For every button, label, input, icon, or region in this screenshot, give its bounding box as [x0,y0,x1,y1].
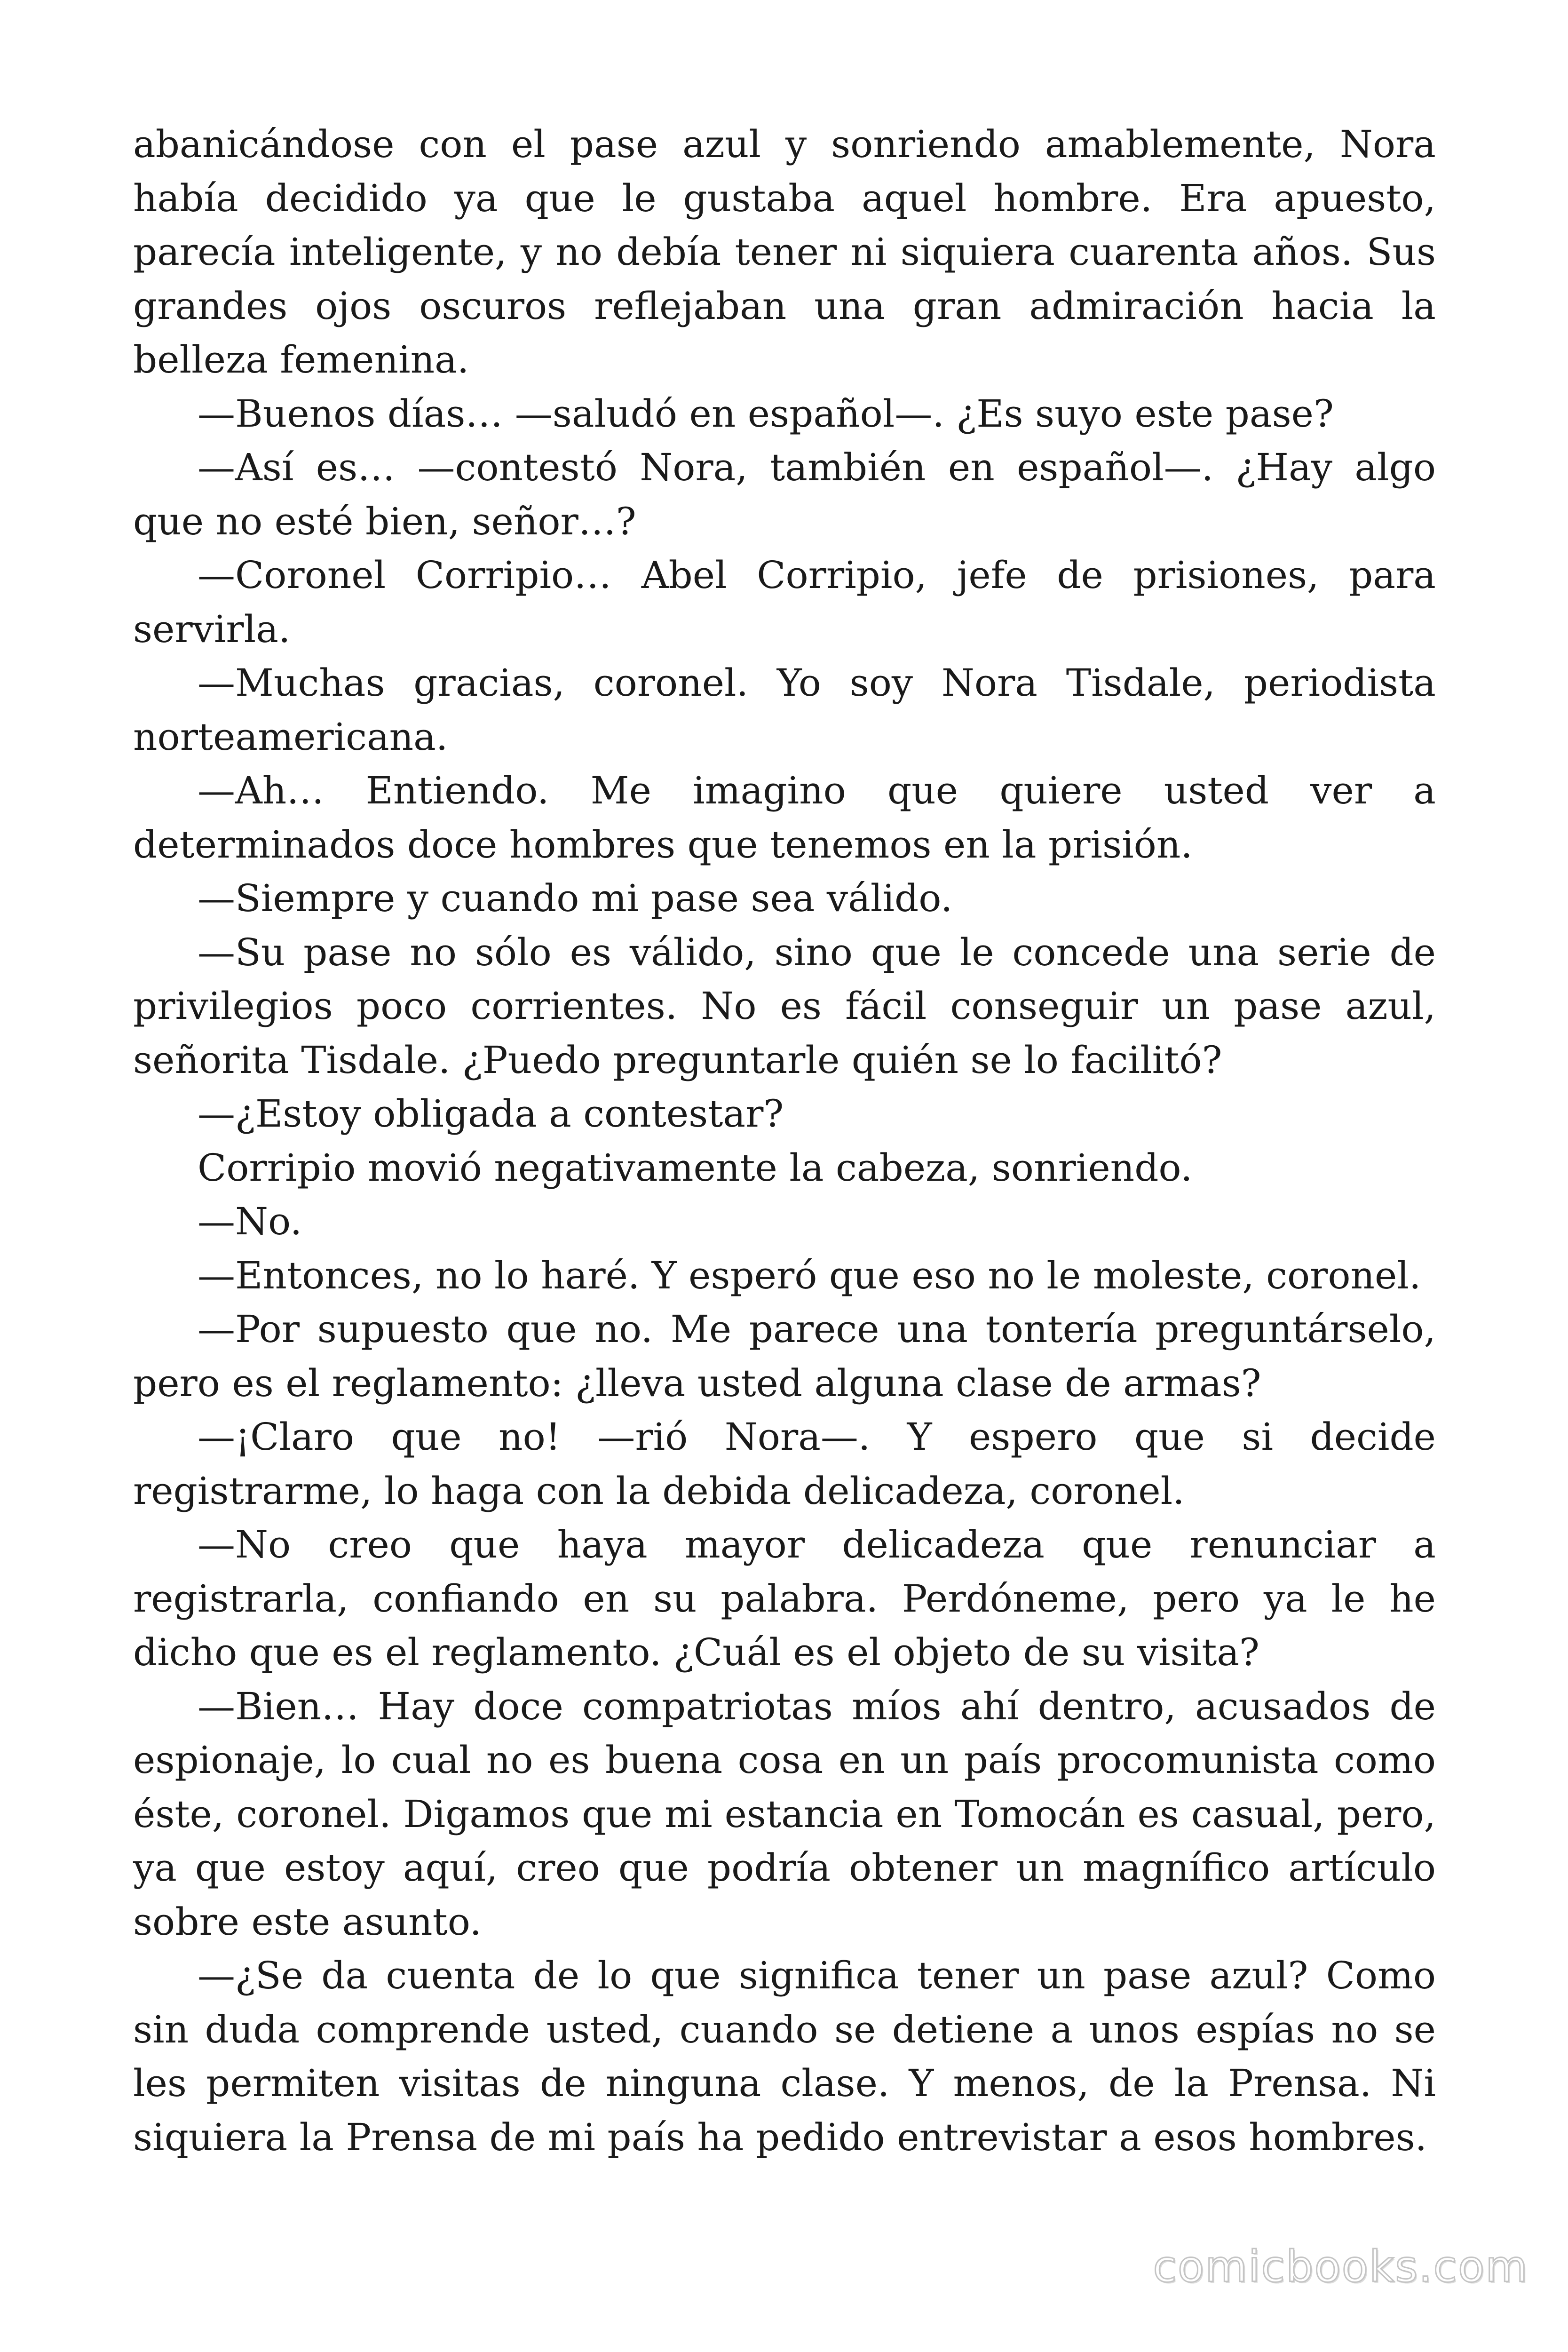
paragraph: —¿Estoy obligada a contestar? [198,1092,784,1136]
paragraph: —Por supuesto que no. Me parece una tontería preguntárselo, pero es el reglamento: ¿lleva usted alguna clase de armas? [133,1307,1436,1405]
paragraph: —Así es… —contestó Nora, también en español—. ¿Hay algo que no esté bien, señor…? [133,445,1436,543]
paragraph: abanicándose con el pase azul y sonriendo amablemente, Nora había decidido ya que le gustaba aquel hombre. Era apuesto, parecía inteligente, y no debía tener ni siquiera cuarenta años. Sus grandes ojos oscuros reflejaban una gran admiración hacia la belleza femenina. [133,122,1436,381]
paragraph: Corripio movió negativamente la cabeza, sonriendo. [198,1145,1193,1190]
page-body [133,118,1436,2164]
paragraph: —No. [198,1200,302,1243]
paragraph: —Ah… Entiendo. Me imagino que quiere usted ver a determinados doce hombres que tenemos en la prisión. [133,769,1436,866]
watermark: comicbooks.com [1153,2241,1528,2292]
paragraph: —Buenos días… —saludó en español—. ¿Es suyo este pase? [198,391,1334,436]
paragraph: —Bien… Hay doce compatriotas míos ahí dentro, acusados de espionaje, lo cual no es buena cosa en un país procomunista como éste, coronel. Digamos que mi estancia en Tomocán es casual, pero, ya que estoy aquí, creo que podría obtener un magnífico artículo sobre este asunto. [133,1684,1436,1944]
paragraph: —No creo que haya mayor delicadeza que renunciar a registrarla, confiando en su palabra. Perdóneme, pero ya le he dicho que es el reglamento. ¿Cuál es el objeto de su visita? [133,1523,1436,1674]
paragraph: —Muchas gracias, coronel. Yo soy Nora Tisdale, periodista norteamericana. [133,661,1436,759]
paragraph: —Su pase no sólo es válido, sino que le concede una serie de privilegios poco corrientes. No es fácil conseguir un pase azul, señorita Tisdale. ¿Puedo preguntarle quién se lo facilitó? [133,930,1436,1082]
paragraph: —¡Claro que no! —rió Nora—. Y espero que si decide registrarme, lo haga con la debida delicadeza, coronel. [133,1415,1436,1513]
paragraph: —Entonces, no lo haré. Y esperó que eso no le moleste, coronel. [198,1253,1421,1297]
paragraph: —Siempre y cuando mi pase sea válido. [198,876,953,920]
paragraph: —¿Se da cuenta de lo que significa tener un pase azul? Como sin duda comprende usted, cuando se detiene a unos espías no se les permiten visitas de ninguna clase. Y menos, de la Prensa. Ni siquiera la Prensa de mi país ha pedido entrevistar a esos hombres. [133,1954,1436,2159]
paragraph: —Coronel Corripio… Abel Corripio, jefe de prisiones, para servirla. [133,553,1436,651]
